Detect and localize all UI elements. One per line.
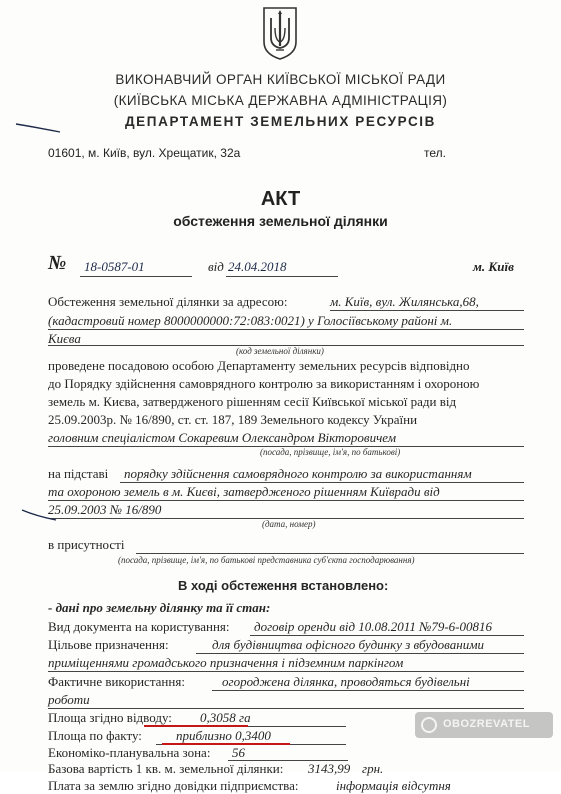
land-fee-label: Плата за землю згідно довідки підприємства: [48,778,299,793]
watermark-text: OBOZREVATEL [443,718,530,730]
planning-zone-label: Економіко-планувальна зона: [48,745,211,760]
purpose-label: Цільове призначення: [48,637,169,652]
act-number-line [80,276,192,277]
actual-area-label: Площа по факту: [48,728,142,743]
number-symbol: № [48,252,67,274]
presence-label: в присутності [48,537,125,552]
address-hw-3: Києва [48,331,81,346]
act-date-line [226,276,338,277]
presence-caption: (посада, прізвище, ім'я, по батькові представника суб'єкта господарювання) [118,555,415,565]
purpose-value-1: для будівництва офісного будинку з вбудованими [212,637,484,652]
doc-type-value: договір оренди від 10.08.2011 №79-6-00816 [254,619,492,634]
address-hw-1: м. Київ, вул. Жилянська,68, [330,294,479,309]
actual-use-value-1: огороджена ділянка, проводяться будівельні [222,674,470,689]
inspector-caption: (посада, прізвище, ім'я, по батькові) [260,447,401,457]
address: 01601, м. Київ, вул. Хрещатик, 32а [48,146,241,160]
base-cost-unit: грн. [362,761,384,776]
actual-area-value: приблизно 0,3400 [176,728,271,743]
basis-caption: (дата, номер) [262,519,316,529]
basis-hw-2: та охороною земель в м. Києві, затвердженого рішенням Київради від [48,484,440,499]
actual-use-label: Фактичне використання: [48,674,185,689]
findings-heading: В ході обстеження встановлено: [178,578,389,593]
basis-hw-3: 25.09.2003 № 16/890 [48,502,162,517]
act-number: 18-0587-01 [84,259,145,274]
address-hw-2: (кадастровий номер 8000000000:72:083:0021) у Голосіївському районі м. [48,313,453,328]
coat-of-arms-icon [262,6,298,60]
inspector-name: головним спеціалістом Сокаревим Олександром Вікторовичем [48,430,397,445]
land-fee-value: інформація відсутня [336,778,451,793]
obozrevatel-logo-icon [421,717,437,733]
act-date: 24.04.2018 [228,259,287,274]
body-line-4: 25.09.2003р. № 16/890, ст. ст. 187, 189 Земельного кодексу України [48,412,418,427]
document-subtitle: обстеження земельної ділянки [173,213,388,229]
allotted-area-value: 0,3058 га [200,710,251,725]
basis-label: на підставі [48,466,109,481]
document-title: АКТ [260,188,301,210]
base-cost-value: 3143,99 [308,761,351,776]
doc-type-label: Вид документа на користування: [48,619,230,634]
findings-subheading: - дані про земельну ділянку та її стан: [48,600,271,615]
body-line-1: проведене посадовою особою Департаменту земельних ресурсів відповідно [48,358,470,373]
allotted-area-label: Площа згідно відводу: [48,710,172,725]
obozrevatel-watermark [415,712,553,738]
basis-hw-1: порядку здійснення самоврядного контролю за використанням [124,466,472,481]
telephone: тел. [424,146,446,160]
pen-mark-2 [20,506,60,524]
red-underline-allotted [144,725,248,727]
actual-use-value-2: роботи [48,692,90,707]
land-code-caption: (код земельної ділянки) [236,346,324,356]
act-city: м. Київ [473,259,514,274]
address-label: Обстеження земельної ділянки за адресою: [48,294,288,309]
body-line-3: земель м. Києва, затвердженого рішенням сесії Київської міської ради від [48,394,457,409]
header-administration: (КИЇВСЬКА МІСЬКА ДЕРЖАВНА АДМІНІСТРАЦІЯ) [113,93,448,108]
body-line-2: до Порядку здійснення самоврядного контролю за використанням і охороною [48,376,480,391]
planning-zone-value: 56 [232,745,245,760]
purpose-value-2: приміщеннями громадського призначення і підземним паркінгом [48,655,404,670]
pen-mark [14,118,64,136]
base-cost-label: Базова вартість 1 кв. м. земельної ділянки: [48,761,284,776]
act-from-label: від [208,259,224,274]
header-department: ДЕПАРТАМЕНТ ЗЕМЕЛЬНИХ РЕСУРСІВ [124,114,437,129]
header-organ: ВИКОНАВЧИЙ ОРГАН КИЇВСЬКОЇ МІСЬКОЇ РАДИ [115,72,446,87]
